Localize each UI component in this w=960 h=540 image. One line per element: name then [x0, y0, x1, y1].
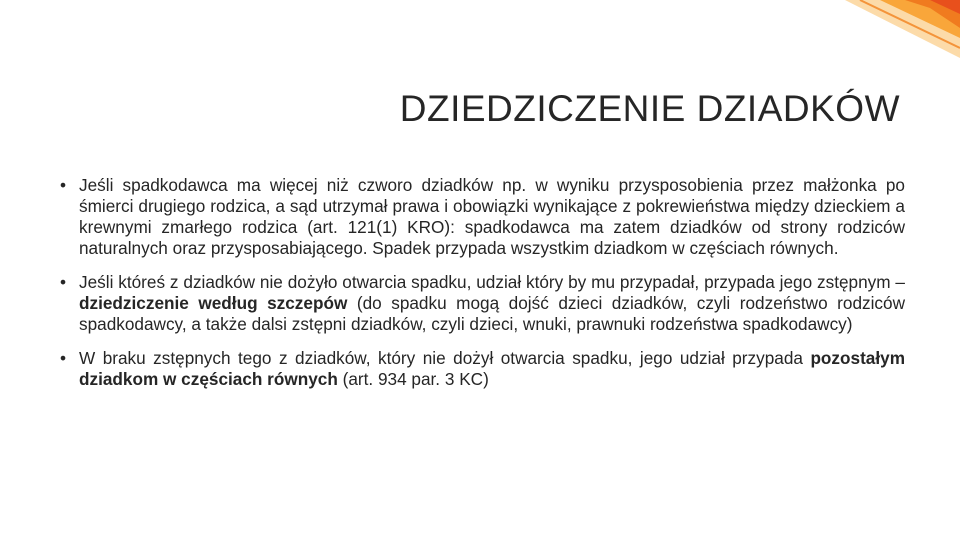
- item-text: Jeśli któreś z dziadków nie dożyło otwarcia spadku, udział który by mu przypadał, przypada jego zstępnym –: [79, 272, 905, 292]
- list-item: [60, 272, 905, 335]
- corner-stripe-line: [860, 0, 960, 48]
- list-item: [60, 175, 905, 259]
- item-bold-text: dziedziczenie według szczepów: [79, 293, 348, 313]
- item-text-continued: (do spadku mogą dojść dzieci dziadków, czyli rodzeństwo rodziców spadkodawcy, a także dalsi zstępni dziadków, czyli dzieci, wnuki, prawnuki rodzeństwa spadkodawcy): [79, 293, 905, 334]
- item-bold-text: pozostałym dziadkom w częściach równych: [79, 348, 905, 389]
- bullet-marker: •: [60, 348, 67, 368]
- corner-stripe-pale: [845, 0, 960, 58]
- item-text-continued: (art. 934 par. 3 KC): [337, 369, 489, 389]
- item-text: W braku zstępnych tego z dziadków, który nie dożył otwarcia spadku, jego udział przypada: [79, 348, 811, 368]
- corner-stripe-mid: [905, 0, 960, 28]
- item-text: Jeśli spadkodawca ma więcej niż czworo dziadków np. w wyniku przysposobienia przez małżonka po śmierci drugiego rodzica, a sąd utrzymał prawa i obowiązki wynikające z pokrewieństwa między dzieckiem a krewnymi zmarłego rodzica (art. 121(1) KRO): spadkodawca ma zatem dziadków od strony rodziców naturalnych oraz przysposabiającego. Spadek przypada wszystkim dziadkom w częściach równych.: [79, 175, 905, 258]
- corner-stripe-dark: [930, 0, 960, 14]
- bullet-marker: •: [60, 272, 67, 292]
- corner-stripe-light: [880, 0, 960, 38]
- slide-title: DZIEDZICZENIE DZIADKÓW: [399, 88, 900, 129]
- bullet-marker: •: [60, 175, 67, 195]
- list-item: [60, 348, 905, 390]
- content-list: [60, 175, 905, 403]
